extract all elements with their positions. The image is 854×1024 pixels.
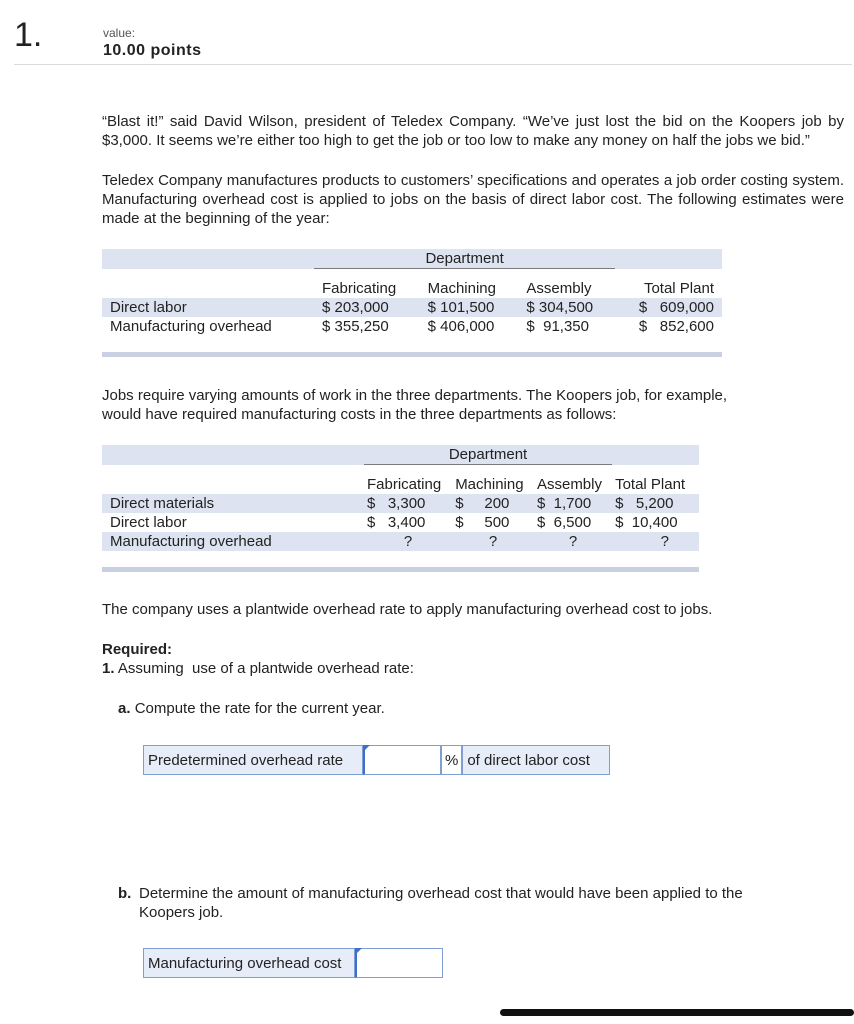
table2-cell: $ 1,700 [534, 494, 612, 513]
question-number: 1. [14, 16, 43, 54]
part-b-prompt [118, 884, 758, 922]
header-divider [14, 64, 852, 65]
table2-col-header: Fabricating [367, 476, 442, 493]
direct-labor-cost-suffix: of direct labor cost [462, 745, 610, 775]
percent-unit: % [441, 745, 462, 775]
part-b-text: Determine the amount of manufacturing overhead cost that would have been applied to the Koopers job. [139, 885, 743, 921]
table1-group-header: Department [314, 249, 615, 269]
table2-cell: ? [534, 532, 612, 551]
table1-cell: $ 852,600 [638, 318, 714, 335]
table1-col-header: Machining [427, 280, 496, 297]
koopers-paragraph: Jobs require varying amounts of work in the three departments. The Koopers job, for example, would have required manufacturing costs in the three departments as follows: [102, 387, 728, 423]
table2-col-header: Machining [455, 476, 524, 493]
part-a-text: Compute the rate for the current year. [134, 700, 385, 717]
koopers-costs-table [102, 445, 699, 551]
overhead-cost-input-wrapper [355, 948, 443, 978]
table1-cell: $ 304,500 [518, 298, 615, 317]
table1-cell: $ 406,000 [427, 318, 495, 335]
table2-cell: $ 6,500 [536, 514, 592, 531]
table1-col-header: Total Plant [643, 280, 714, 297]
table2-cell: $ 5,200 [612, 494, 699, 513]
table2-col-header: Assembly [536, 476, 602, 493]
question-points: 10.00 points [103, 42, 202, 59]
table2-cell: ? [612, 532, 699, 551]
part-a-letter: a. [118, 700, 131, 717]
table1-cell: $ 203,000 [314, 298, 420, 317]
table1-bottom-rule [102, 352, 722, 357]
part-b-letter: b. [118, 885, 132, 902]
table1-cell: $ 101,500 [420, 298, 519, 317]
table2-cell: $ 500 [455, 514, 510, 531]
overhead-rate-label: Predetermined overhead rate [143, 745, 363, 775]
required-heading: Required: [102, 641, 173, 658]
overhead-rate-input[interactable] [363, 745, 441, 775]
intro-paragraph-1: “Blast it!” said David Wilson, president of Teledex Company. “We’ve just lost the bid on the Koopers job by $3,000. It seems we’re either too high to get the job or too low to make any money on half the jobs we bid.” [102, 113, 844, 149]
table2-cell: $ 200 [452, 494, 534, 513]
overhead-cost-label: Manufacturing overhead cost [143, 948, 355, 978]
table2-cell: $ 3,400 [367, 514, 426, 531]
required-item-1-text: Assuming use of a plantwide overhead rate: [117, 660, 414, 677]
table1-row-label: Direct labor [102, 298, 314, 317]
required-item-1-number: 1. [102, 660, 115, 677]
required-item-1 [102, 660, 414, 677]
table1-cell: $ 91,350 [526, 318, 589, 335]
table1-col-header: Fabricating [322, 280, 397, 297]
overhead-cost-input[interactable] [355, 948, 443, 978]
table1-col-header: Assembly [526, 280, 592, 297]
part-b-answer-row [143, 948, 443, 978]
table1-cell: $ 609,000 [615, 298, 722, 317]
part-a-answer-row [143, 745, 610, 775]
estimates-table [102, 249, 722, 336]
part-a-prompt [118, 700, 385, 717]
table1-cell: $ 355,250 [322, 318, 389, 335]
table1-row-label: Manufacturing overhead [110, 318, 272, 335]
table2-row-label: Direct materials [102, 494, 364, 513]
plantwide-paragraph: The company uses a plantwide overhead rate to apply manufacturing overhead cost to jobs. [102, 601, 713, 618]
table2-group-header: Department [364, 445, 612, 465]
table2-col-header: Total Plant [615, 476, 686, 493]
table2-bottom-rule [102, 567, 699, 572]
table2-cell: ? [364, 532, 452, 551]
value-label: value: [103, 26, 136, 40]
table2-cell: ? [452, 532, 534, 551]
table2-row-label: Direct labor [110, 514, 187, 531]
table2-cell: $ 3,300 [364, 494, 452, 513]
table2-cell: $ 10,400 [615, 514, 678, 531]
table2-row-label: Manufacturing overhead [102, 532, 364, 551]
scroll-indicator[interactable] [500, 1009, 854, 1016]
intro-paragraph-2: Teledex Company manufactures products to customers’ specifications and operates a job order costing system. Manufacturing overhead cost is applied to jobs on the basis of direct labor cost. The following estimates were made at the beginning of the year: [102, 172, 844, 227]
overhead-rate-input-wrapper [363, 745, 441, 775]
